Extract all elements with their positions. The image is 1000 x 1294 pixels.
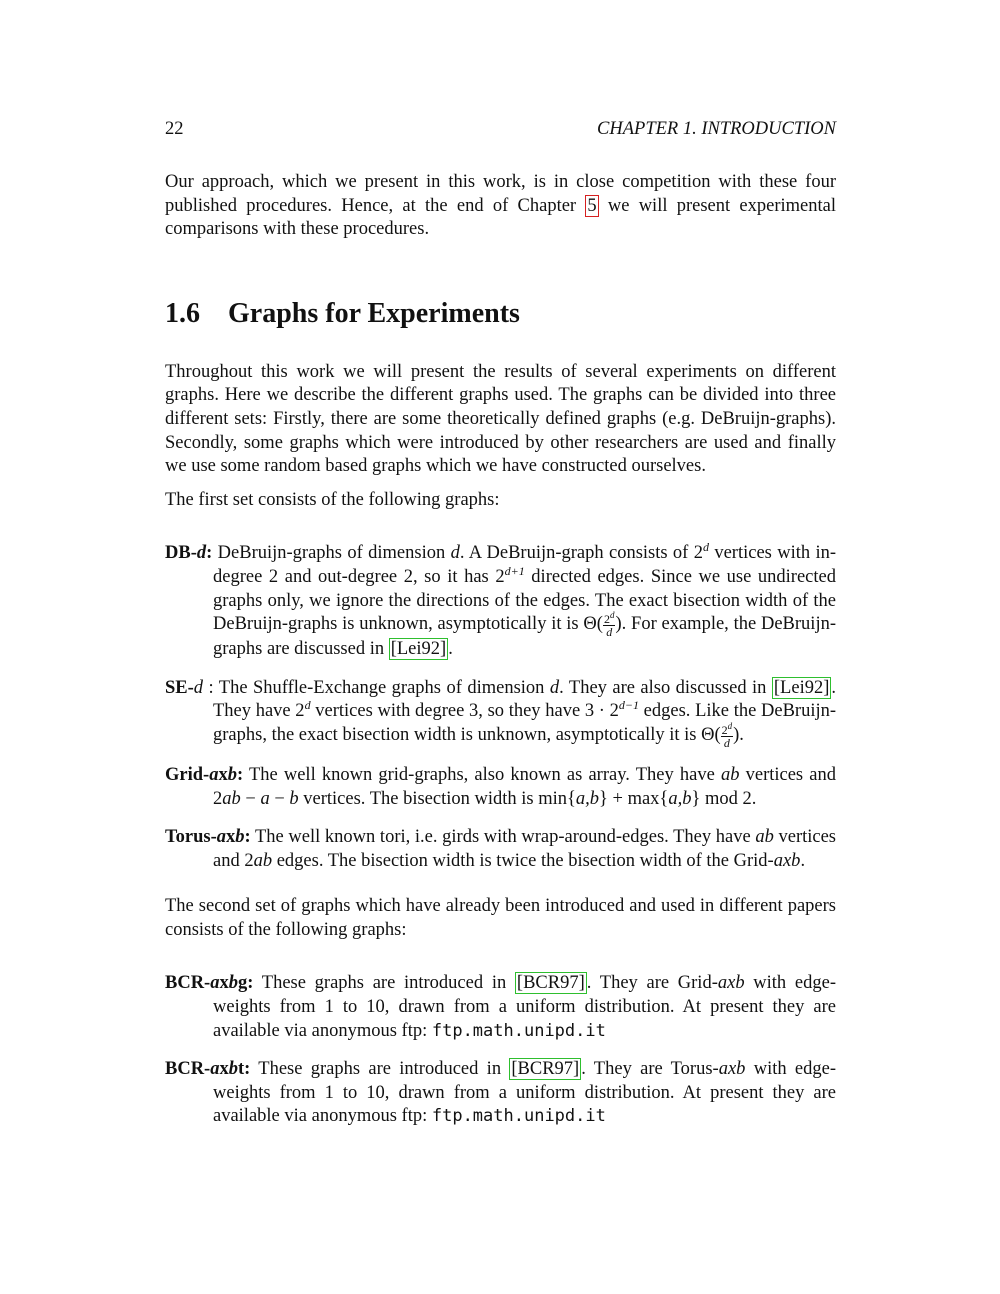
fraction: $\frac{2^d}{d}$ bbox=[721, 720, 733, 750]
list-item-bcr-t: BCR-axbt: These graphs are introduced in [BCR97] . They are Torus-axb with edge-weights from 1 to 10, drawn from a uniform distribution. At present they are available via anonymous ftp: ftp.math.unipd.it bbox=[165, 1059, 836, 1127]
page-number: 22 bbox=[165, 119, 184, 139]
definition-list-1 bbox=[165, 542, 836, 873]
term-torus: Torus-axb: bbox=[165, 827, 251, 848]
ftp-address: ftp.math.unipd.it bbox=[431, 1020, 606, 1041]
page bbox=[165, 118, 836, 1144]
definition-list-2 bbox=[165, 972, 836, 1129]
list-item-grid: Grid-axb: The well known grid-graphs, also known as array. They have ab vertices and 2ab − a − b vertices. The bisection width is min{a,b} + max{a,b} mod 2. bbox=[165, 764, 836, 809]
section-heading bbox=[165, 299, 836, 329]
running-header bbox=[165, 118, 836, 142]
chapter-title: CHAPTER 1. INTRODUCTION bbox=[597, 119, 836, 139]
fraction: $\frac{2^d}{d}$ bbox=[603, 610, 615, 640]
list-item-db: DB-d: DeBruijn-graphs of dimension d. A DeBruijn-graph consists of 2$^d$ vertices with in-degree 2 and out-degree 2, so it has $2^{d+1}$ directed edges. Since we use undirected graphs only, we ignore the directions of the edges. The exact bisection width of the DeBruijn-graphs is unknown, asymptotically it is Θ( $\frac{2^d}{d}$ ). For example, the DeBruijn-graphs are discussed in [Lei92] . bbox=[165, 540, 837, 660]
term-se: SE-d : bbox=[165, 677, 214, 698]
term-db: DB-d: bbox=[165, 543, 213, 564]
term-bcr-t: BCR-axbt: bbox=[165, 1059, 251, 1080]
list-item-se: SE-d : The Shuffle-Exchange graphs of dimension d. They are also discussed in [Lei92] . They have 2$^d$ vertices with degree 3, so they have $3 \cdot 2^{d-1}$ edges. Like the DeBruijn-graphs, the exact bisection width is unknown, asymptotically it is Θ( $\frac{2^d}{d}$ ). bbox=[165, 677, 837, 750]
paragraph-3: The second set of graphs which have already been introduced and used in different papers consists of the following graphs: bbox=[165, 896, 836, 940]
ftp-address: ftp.math.unipd.it bbox=[431, 1106, 606, 1127]
list-item-bcr-g: BCR-axbg: These graphs are introduced in [BCR97] . They are Grid-axb with edge-weights from 1 to 10, drawn from a uniform distribution. At present they are available via anonymous ftp: ftp.math.unipd.it bbox=[165, 973, 836, 1041]
section-number: 1.6 bbox=[165, 297, 200, 329]
list-item-torus: Torus-axb: The well known tori, i.e. girds with wrap-around-edges. They have ab vertices and 2ab edges. The bisection width is twice the bisection width of the Grid-axb. bbox=[165, 827, 837, 871]
paragraph-2: The first set consists of the following graphs: bbox=[165, 489, 500, 510]
term-grid: Grid-axb: bbox=[165, 764, 244, 785]
section-title: Graphs for Experiments bbox=[228, 297, 520, 329]
citation-lei92-link[interactable]: [Lei92] bbox=[773, 677, 830, 698]
citation-bcr97-link[interactable]: [BCR97] bbox=[516, 973, 585, 994]
term-bcr-g: BCR-axbg: bbox=[165, 973, 254, 994]
citation-lei92-link[interactable]: [Lei92] bbox=[390, 639, 447, 660]
citation-bcr97-link[interactable]: [BCR97] bbox=[511, 1059, 580, 1080]
chapter-ref-link[interactable]: 5 bbox=[587, 195, 597, 216]
intro-paragraph: Our approach, which we present in this work, is in close competition with these four published procedures. Hence, at the end of Chapter 5 we will present experimental comparisons with these procedures. bbox=[165, 172, 836, 240]
paragraph-1: Throughout this work we will present the results of several experiments on different graphs. Here we describe the different graphs used. The graphs can be divided into three different sets: Firstly, there are some theoretically defined graphs (e.g. DeBruijn-graphs). Secondly, some graphs which were introduced by other researchers are used and finally we use some random based graphs which we have constructed ourselves. bbox=[165, 361, 836, 477]
